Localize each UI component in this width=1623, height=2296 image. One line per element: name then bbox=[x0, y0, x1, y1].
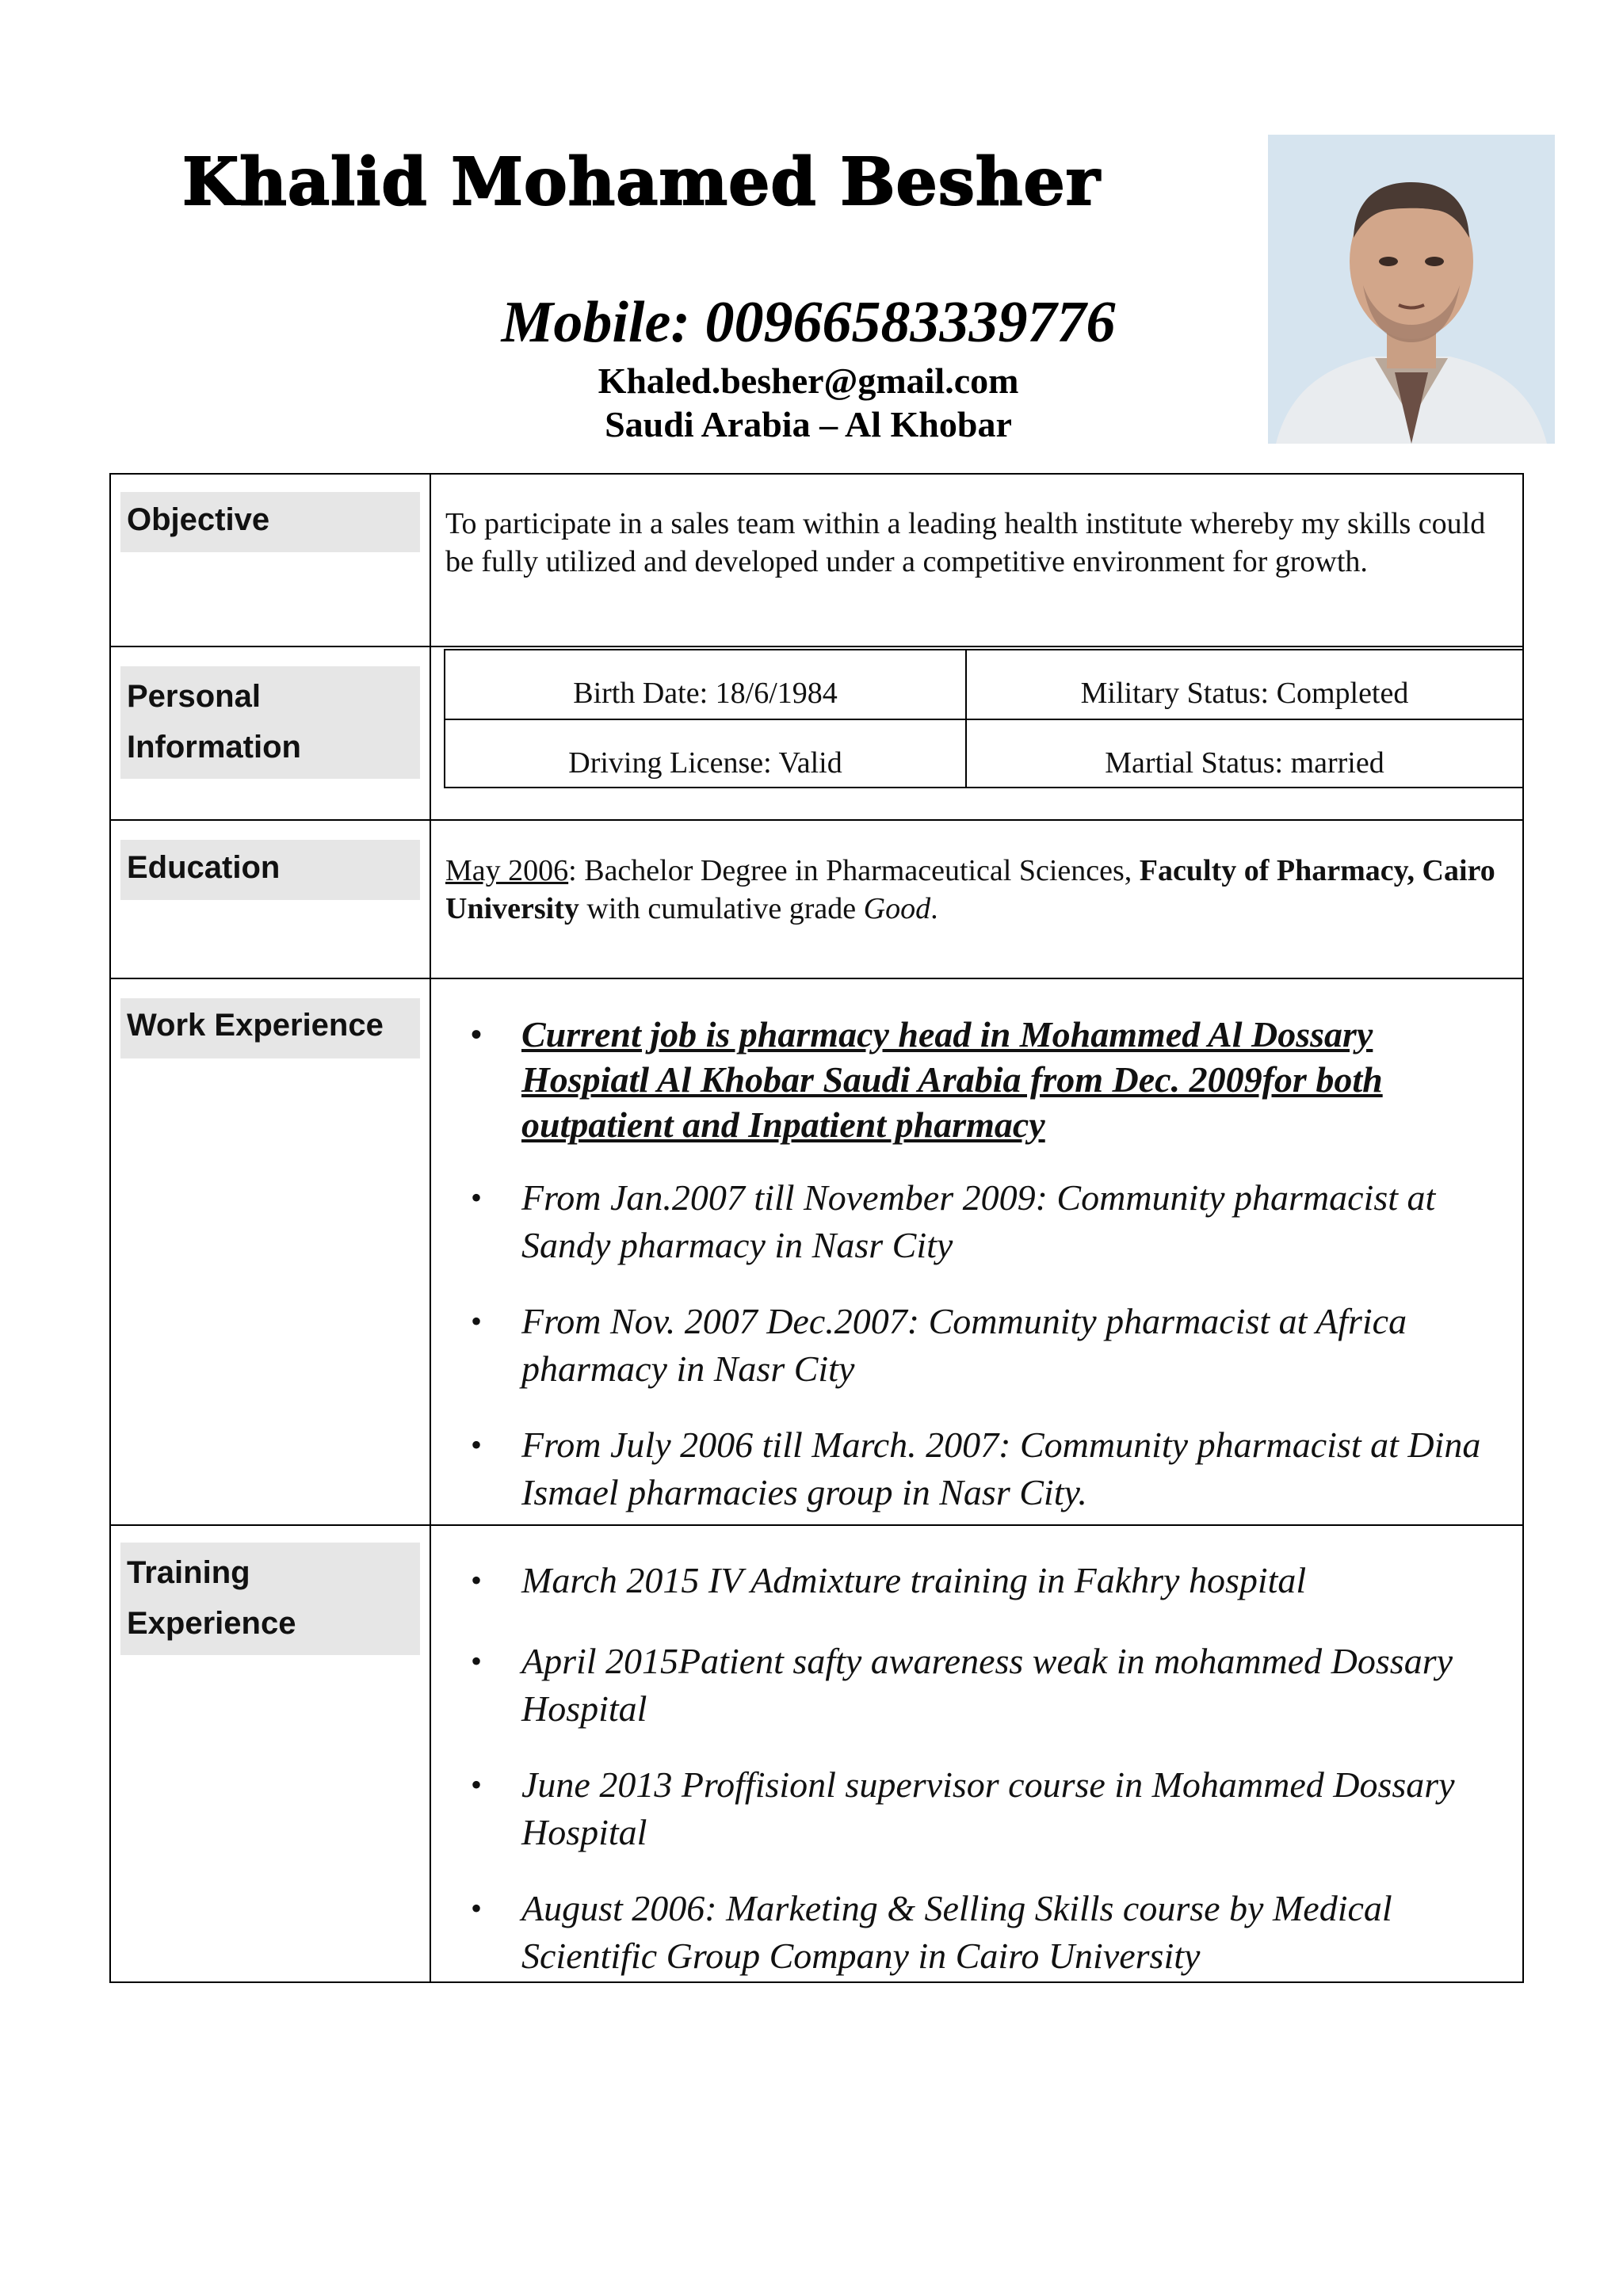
list-item bbox=[445, 1557, 1499, 1604]
military-status: Military Status: Completed bbox=[1080, 677, 1409, 710]
list-item bbox=[445, 1638, 1499, 1733]
bullet-icon: • bbox=[471, 1890, 483, 1926]
training-experience-label bbox=[120, 1543, 420, 1655]
birth-date: Birth Date: 18/6/1984 bbox=[573, 677, 838, 710]
list-item bbox=[445, 1421, 1499, 1516]
list-item bbox=[445, 1174, 1499, 1269]
personal-label-line1: Personal bbox=[127, 679, 261, 714]
education-sep: : bbox=[568, 854, 585, 887]
work-item-text: From Nov. 2007 Dec.2007: Community pharmacist at Africa pharmacy in Nasr City bbox=[521, 1301, 1407, 1389]
bullet-icon: • bbox=[471, 1303, 483, 1339]
training-item-text: June 2013 Proffisionl supervisor course in Mohammed Dossary Hospital bbox=[521, 1764, 1455, 1852]
driving-license: Driving License: Valid bbox=[568, 746, 842, 780]
education-label: Education bbox=[120, 840, 420, 900]
training-label-line1: Training bbox=[127, 1555, 250, 1590]
work-experience-label: Work Experience bbox=[120, 998, 420, 1058]
work-item-text: From July 2006 till March. 2007: Community pharmacist at Dina Ismael pharmacies group in Nasr City. bbox=[521, 1425, 1481, 1512]
location: Saudi Arabia – Al Khobar bbox=[605, 404, 1012, 444]
bullet-icon: • bbox=[471, 1562, 483, 1598]
training-experience-list bbox=[445, 1557, 1499, 1980]
mobile-number: Mobile: 00966583339776 bbox=[501, 290, 1116, 355]
education-degree: Bachelor Degree in Pharmaceutical Sciences, bbox=[584, 854, 1140, 887]
bullet-icon: • bbox=[471, 1427, 483, 1463]
training-item-text: August 2006: Marketing & Selling Skills course by Medical Scientific Group Company in Cairo University bbox=[521, 1888, 1392, 1976]
resume-table bbox=[109, 473, 1524, 1983]
list-item bbox=[445, 1298, 1499, 1393]
bullet-icon: • bbox=[471, 1180, 483, 1215]
work-item-current bbox=[445, 1012, 1499, 1147]
education-faculty: Faculty of Pharmacy, Cairo University bbox=[445, 854, 1495, 925]
training-item-text: April 2015Patient safty awareness weak in mohammed Dossary Hospital bbox=[521, 1641, 1453, 1729]
work-experience-list bbox=[445, 1012, 1499, 1516]
personal-label-line2: Information bbox=[127, 730, 301, 765]
education-grade-prefix: with cumulative grade bbox=[579, 892, 864, 925]
email-address: Khaled.besher@gmail.com bbox=[598, 360, 1019, 401]
objective-label: Objective bbox=[120, 492, 420, 552]
personal-info-label bbox=[120, 666, 420, 779]
candidate-name: Khalid Mohamed Besher bbox=[182, 144, 1101, 220]
work-item-text: From Jan.2007 till November 2009: Community pharmacist at Sandy pharmacy in Nasr City bbox=[521, 1177, 1436, 1265]
training-label-line2: Experience bbox=[127, 1606, 296, 1641]
marital-status: Martial Status: married bbox=[1105, 746, 1384, 780]
bullet-icon: • bbox=[471, 1767, 483, 1802]
list-item bbox=[445, 1761, 1499, 1856]
list-item bbox=[445, 1885, 1499, 1980]
bullet-icon: • bbox=[471, 1643, 483, 1679]
education-text bbox=[445, 852, 1507, 928]
education-date: May 2006 bbox=[445, 854, 569, 887]
portrait-image bbox=[1268, 135, 1555, 444]
bullet-icon: • bbox=[471, 1016, 483, 1052]
education-period: . bbox=[930, 892, 938, 925]
education-grade: Good bbox=[863, 892, 931, 925]
objective-text: To participate in a sales team within a leading health institute whereby my skills could be fully utilized and developed under a competitive environment for growth. bbox=[445, 507, 1486, 578]
profile-photo bbox=[1268, 135, 1555, 444]
work-item-text: Current job is pharmacy head in Mohammed Al Dossary Hospiatl Al Khobar Saudi Arabia from Dec. 2009for both outpatient and Inpatient pharmacy bbox=[521, 1014, 1383, 1145]
training-item-text: March 2015 IV Admixture training in Fakhry hospital bbox=[521, 1560, 1307, 1600]
